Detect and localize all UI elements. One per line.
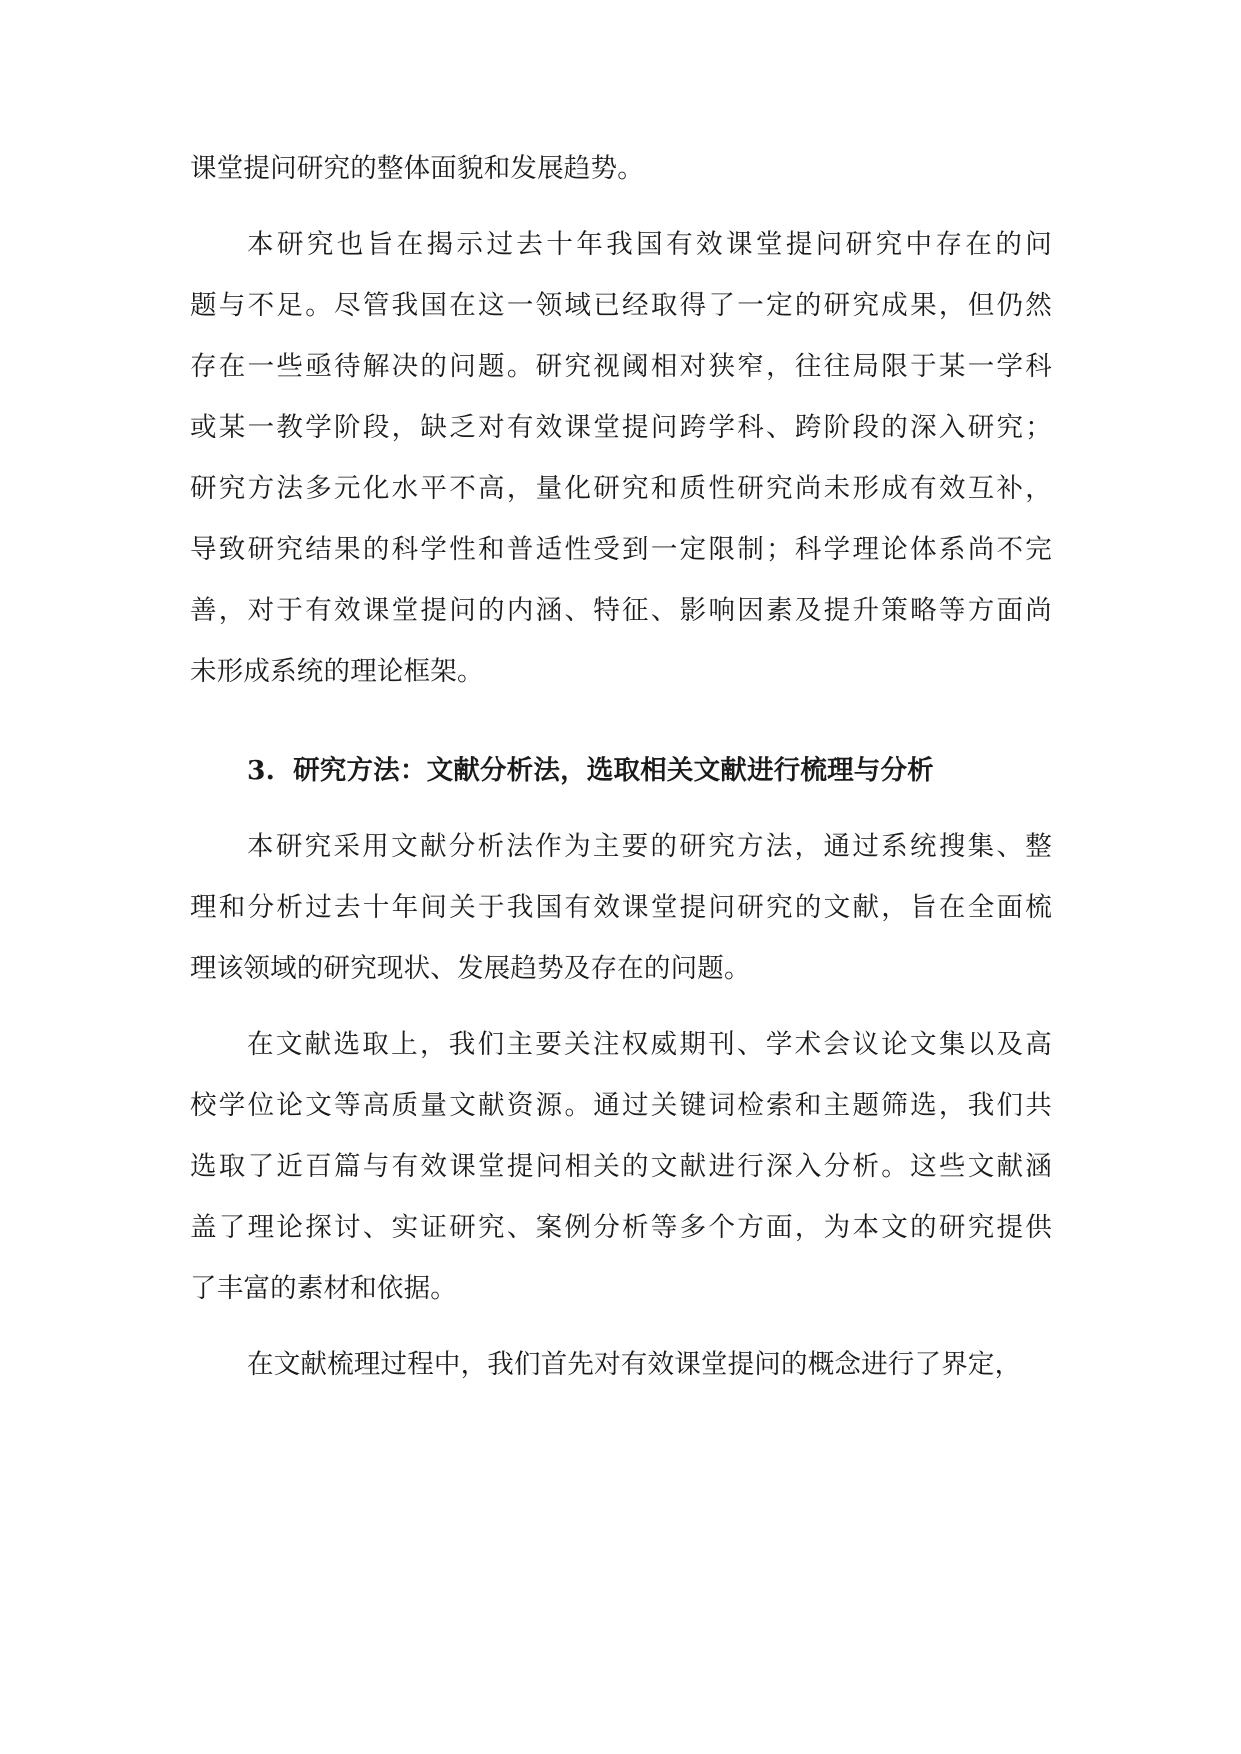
text-line: 选取了近百篇与有效课堂提问相关的文献进行深入分析。这些文献涵 (190, 1151, 1052, 1182)
text-line: 理和分析过去十年间关于我国有效课堂提问研究的文献，旨在全面梳 (190, 892, 1052, 923)
paragraph-method (190, 816, 1052, 999)
text-line: 盖了理论探讨、实证研究、案例分析等多个方面，为本文的研究提供 (190, 1212, 1052, 1243)
section-number: 3. (247, 755, 276, 786)
paragraph-gap (190, 1319, 1052, 1334)
text-line: 本研究也旨在揭示过去十年我国有效课堂提问研究中存在的问 (247, 229, 1052, 260)
text-line: 了丰富的素材和依据。 (190, 1273, 457, 1304)
document-body (190, 138, 1052, 1395)
text-line: 在文献选取上，我们主要关注权威期刊、学术会议论文集以及高 (247, 1029, 1052, 1060)
paragraph-review (190, 1334, 1052, 1395)
text-line: 课堂提问研究的整体面貌和发展趋势。 (190, 153, 644, 184)
text-line: 本研究采用文献分析法作为主要的研究方法，通过系统搜集、整 (247, 831, 1052, 862)
paragraph-gap (190, 199, 1052, 214)
section-heading (190, 740, 1052, 801)
text-line: 理该领域的研究现状、发展趋势及存在的问题。 (190, 953, 751, 984)
text-line: 在文献梳理过程中，我们首先对有效课堂提问的概念进行了界定， (247, 1349, 1022, 1380)
paragraph-issues (190, 214, 1052, 702)
text-line: 未形成系统的理论框架。 (190, 656, 484, 687)
text-line: 题与不足。尽管我国在这一领域已经取得了一定的研究成果，但仍然 (190, 290, 1052, 321)
paragraph-gap (190, 999, 1052, 1014)
text-line: 存在一些亟待解决的问题。研究视阈相对狭窄，往往局限于某一学科 (190, 351, 1052, 382)
text-line: 校学位论文等高质量文献资源。通过关键词检索和主题筛选，我们共 (190, 1090, 1052, 1121)
text-line: 导致研究结果的科学性和普适性受到一定限制；科学理论体系尚不完 (190, 534, 1052, 565)
text-line: 或某一教学阶段，缺乏对有效课堂提问跨学科、跨阶段的深入研究； (190, 412, 1052, 443)
paragraph-continuation (190, 138, 1052, 199)
text-line: 善，对于有效课堂提问的内涵、特征、影响因素及提升策略等方面尚 (190, 595, 1052, 626)
section-title: 研究方法：文献分析法，选取相关文献进行梳理与分析 (293, 755, 934, 786)
text-line: 研究方法多元化水平不高，量化研究和质性研究尚未形成有效互补， (190, 473, 1052, 504)
paragraph-selection (190, 1014, 1052, 1319)
